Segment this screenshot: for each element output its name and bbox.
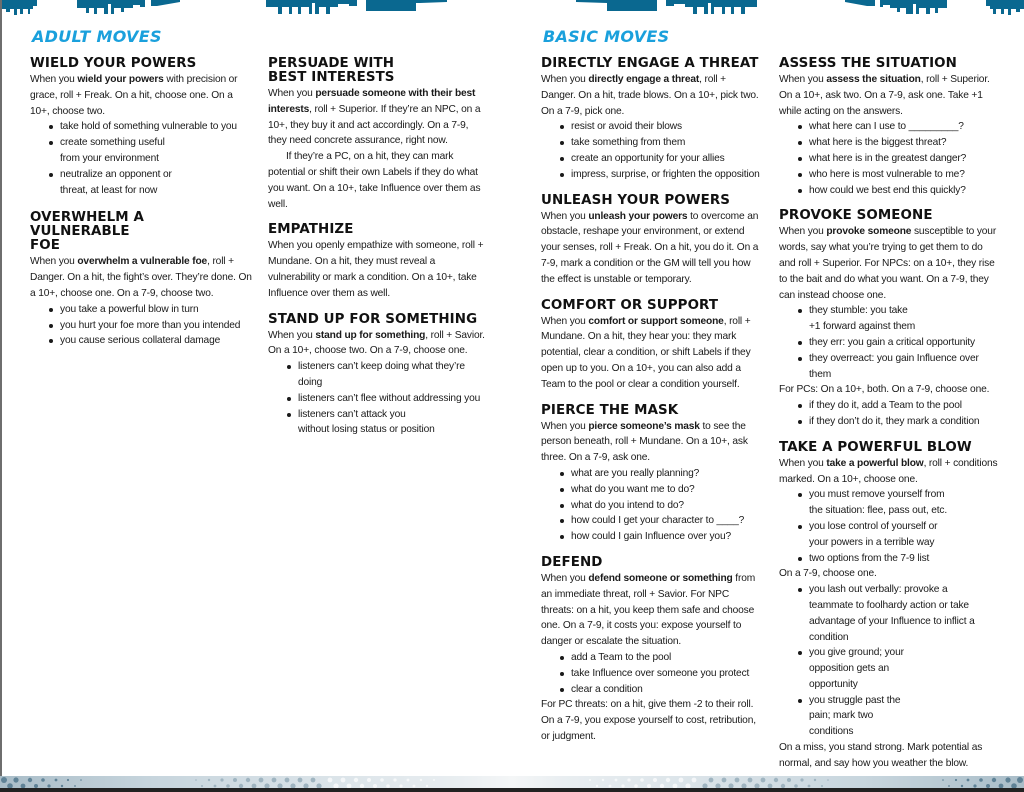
list-item: what here can I use to _________? xyxy=(798,119,1001,135)
list-item: take Influence over someone you protect xyxy=(560,666,763,682)
move-description: When you persuade someone with their best interests, roll + Superior. If they’re an NPC, on a 10+, they buy it and act accordingly. On a 7-9, they need concrete assurance, right now. xyxy=(268,88,481,147)
move-title: OVERWHELM A VULNERABLE FOE xyxy=(30,210,144,254)
list-item: they overreact: you gain Influence over them xyxy=(798,351,1001,383)
list-item: you hurt your foe more than you intended xyxy=(49,318,252,334)
move-description-pc: For PCs: On a 10+, both. On a 7-9, choose one. xyxy=(779,384,990,396)
list-item: listeners can’t attack you without losing status or position xyxy=(287,407,438,439)
move-description-pc: For PC threats: on a hit, give them -2 to their roll. On a 7-9, you expose yourself to cost, retribution, or judgment. xyxy=(541,699,756,742)
list-item: create an opportunity for your allies xyxy=(560,151,763,167)
move-title: WIELD YOUR POWERS xyxy=(30,56,197,71)
move-description: When you openly empathize with someone, roll + Mundane. On a hit, they must reveal a vulnerability or mark a condition. On a 10+, take Influence over them as well. xyxy=(268,240,484,299)
list-item: they err: you gain a critical opportunity xyxy=(798,335,1001,351)
city-skyline-icon xyxy=(0,0,1024,16)
move-title: EMPATHIZE xyxy=(268,222,354,238)
list-item: you lose control of yourself or your powers in a terrible way xyxy=(798,519,954,551)
page-left-edge xyxy=(0,0,2,792)
list-item: what here is in the greatest danger? xyxy=(798,151,1001,167)
right-page-column-2 xyxy=(779,57,1001,783)
list-item: you cause serious collateral damage xyxy=(49,333,252,349)
list-item: what do you intend to do? xyxy=(560,498,763,514)
move-title: DEFEND xyxy=(541,554,603,570)
option-list xyxy=(268,359,486,438)
move-description: When you pierce someone’s mask to see the person beneath, roll + Mundane. On a 10+, ask three. On a 7-9, ask one. xyxy=(541,420,748,464)
move-title: PIERCE THE MASK xyxy=(541,402,679,418)
list-item: how could I get your character to ____? xyxy=(560,513,763,529)
list-item: you lash out verbally: provoke a teammate to foolhardy action or take advantage of your Influence to inflict a condition xyxy=(798,582,979,645)
move-title: TAKE A POWERFUL BLOW xyxy=(779,439,972,455)
move-description: When you stand up for something, roll + Savior. On a 10+, choose two. On a 7-9, choose one. xyxy=(268,329,485,357)
move-description: When you wield your powers with precision or grace, roll + Freak. On a hit, choose one. On a 10+, choose two. xyxy=(30,74,238,117)
move-description: When you directly engage a threat, roll + Danger. On a hit, trade blows. On a 10+, pick two. On a 7-9, pick one. xyxy=(541,74,759,117)
move-description: When you comfort or support someone, roll + Mundane. On a hit, they hear you: they mark potential, clear a condition, or shift Labels if they open up to you. On a 10+, you can also add a Team to the pool or clear a condition yourself. xyxy=(541,315,751,390)
list-item: if they don’t do it, they mark a condition xyxy=(798,414,1001,430)
move-title: COMFORT OR SUPPORT xyxy=(541,297,719,313)
option-list xyxy=(30,302,252,349)
move-description: When you provoke someone susceptible to your words, say what you’re trying to get them to do and roll + Superior. For NPCs: on a 10+, they rise to the bait and do what you want. On a 7-9, they can instead choose one. xyxy=(779,226,997,301)
list-item: who here is most vulnerable to me? xyxy=(798,167,1001,183)
move-description-pc: If they’re a PC, on a hit, they can mark potential or shift their own Labels if they do what you want. On a 10+, take Influence over them as well. xyxy=(268,151,481,210)
move-empathize xyxy=(268,223,486,301)
left-page-column-1 xyxy=(30,57,252,360)
move-description-miss: On a miss, you stand strong. Mark potential as normal, and say how you weather the blow. xyxy=(779,742,983,769)
option-list xyxy=(779,119,1001,198)
list-item: what do you want me to do? xyxy=(560,482,763,498)
move-directly-engage-a-threat xyxy=(541,57,763,183)
list-item: you struggle past the pain; mark two conditions xyxy=(798,693,919,740)
move-description: When you unleash your powers to overcome an obstacle, reshape your environment, or extend your senses, roll + Freak. On a hit, you do it. On a 7-9, mark a condition or the GM will tell you how the effect is unstable or temporary. xyxy=(541,210,759,285)
halftone-band xyxy=(0,776,1024,788)
move-defend xyxy=(541,556,763,745)
list-item: listeners can’t keep doing what they’re doing xyxy=(287,359,486,391)
move-title: UNLEASH YOUR POWERS xyxy=(541,192,731,208)
list-item: how could I gain Influence over you? xyxy=(560,529,763,545)
list-item: you take a powerful blow in turn xyxy=(49,302,252,318)
option-list xyxy=(541,466,763,545)
list-item: if they do it, add a Team to the pool xyxy=(798,398,1001,414)
move-title: PERSUADE WITH BEST INTERESTS xyxy=(268,56,395,85)
move-comfort-or-support xyxy=(541,299,763,393)
section-title-adult-moves: ADULT MOVES xyxy=(32,27,162,46)
move-assess-the-situation xyxy=(779,57,1001,198)
move-title: ASSESS THE SITUATION xyxy=(779,56,957,71)
move-description: When you overwhelm a vulnerable foe, roll + Danger. On a hit, the fight’s over. They’re done. On a 10+, choose one. On a 7-9, choose two. xyxy=(30,256,252,299)
list-item: what are you really planning? xyxy=(560,466,763,482)
list-item: resist or avoid their blows xyxy=(560,119,763,135)
move-wield-your-powers xyxy=(30,57,252,198)
option-list xyxy=(779,303,1001,382)
move-description-7-9: On a 7-9, choose one. xyxy=(779,568,877,580)
list-item: they stumble: you take +1 forward against them xyxy=(798,303,919,335)
move-description: When you defend someone or something from an immediate threat, roll + Savior. For NPC threats: on a hit, you keep them safe and choose one. On a 7-9, it costs you: expose yourself to danger or escalate the situation. xyxy=(541,572,756,648)
move-title: STAND UP FOR SOMETHING xyxy=(268,311,478,327)
option-list xyxy=(541,119,763,182)
move-overwhelm-a-vulnerable-foe xyxy=(30,211,252,349)
move-pierce-the-mask xyxy=(541,404,763,545)
list-item: two options from the 7-9 list xyxy=(798,551,1001,567)
list-item: you give ground; your opposition gets an opportunity xyxy=(798,645,939,692)
list-item: create something useful from your environment xyxy=(49,135,180,167)
option-list xyxy=(30,119,252,198)
option-list xyxy=(541,650,763,697)
option-list xyxy=(779,487,1001,566)
left-page-column-2 xyxy=(268,57,486,449)
section-title-basic-moves: BASIC MOVES xyxy=(543,27,670,46)
list-item: what here is the biggest threat? xyxy=(798,135,1001,151)
option-list-7-9 xyxy=(779,582,1001,740)
move-persuade-with-best-interests xyxy=(268,57,486,212)
move-title: DIRECTLY ENGAGE A THREAT xyxy=(541,56,759,71)
list-item: take something from them xyxy=(560,135,763,151)
option-list-pc xyxy=(779,398,1001,430)
list-item: clear a condition xyxy=(560,682,763,698)
move-description: When you assess the situation, roll + Superior. On a 10+, ask two. On a 7-9, ask one. Take +1 while acting on the answers. xyxy=(779,74,990,117)
list-item: take hold of something vulnerable to you xyxy=(49,119,252,135)
move-take-a-powerful-blow xyxy=(779,441,1001,772)
list-item: neutralize an opponent or threat, at least for now xyxy=(49,167,180,199)
move-unleash-your-powers xyxy=(541,194,763,288)
move-provoke-someone xyxy=(779,209,1001,429)
list-item: impress, surprise, or frighten the opposition xyxy=(560,167,763,183)
list-item: you must remove yourself from the situation: flee, pass out, etc. xyxy=(798,487,954,519)
halftone-dots-icon xyxy=(0,776,1024,788)
list-item: how could we best end this quickly? xyxy=(798,183,1001,199)
move-stand-up-for-something xyxy=(268,313,486,439)
move-description: When you take a powerful blow, roll + conditions marked. On a 10+, choose one. xyxy=(779,457,998,485)
right-page-column-1 xyxy=(541,57,763,756)
move-title: PROVOKE SOMEONE xyxy=(779,208,933,224)
bottom-edge xyxy=(0,788,1024,792)
list-item: add a Team to the pool xyxy=(560,650,763,666)
list-item: listeners can’t flee without addressing you xyxy=(287,391,486,407)
